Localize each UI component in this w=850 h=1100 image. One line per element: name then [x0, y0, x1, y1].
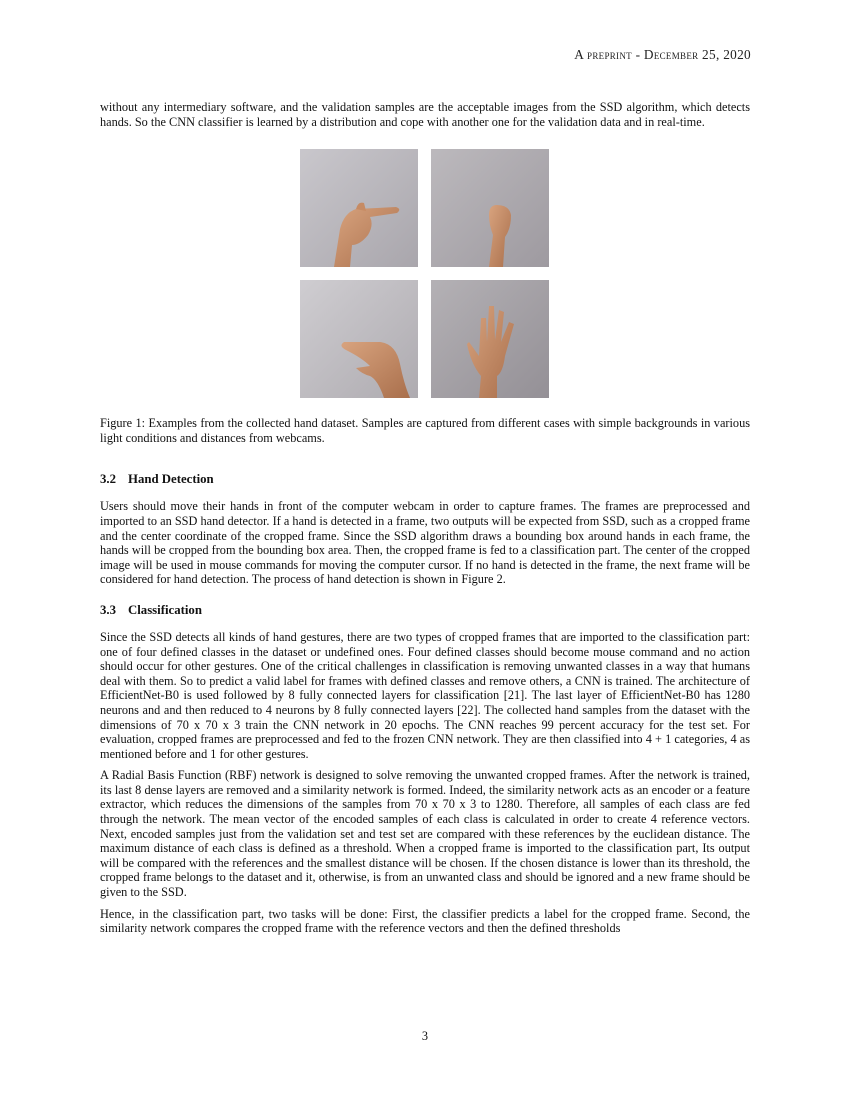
page-number: 3 — [421, 1029, 429, 1043]
section-3-2-title: Hand Detection — [128, 472, 214, 487]
section-3-3-paragraph-1: Since the SSD detects all kinds of hand gestures, there are two types of cropped frames that are imported to the classification part: one of four defined classes in the dataset or undefined ones. Four defined classes should become mouse command and no action should occur for other gestures. One of the critical challenges in classification is removing unwanted classes in a way that humans deal with them. So to predict a valid label for frames with defined classes and remove others, a CNN is trained. The architecture of EfficientNet-B0 is used followed by 8 fully connected layers for classification [21]. The last layer of EfficientNet-B0 has 1280 neurons and and then reduced to 4 neurons by 8 fully connected layers [22]. The collected hand samples from the dataset with the dimensions of 70 x 70 x 3 train the CNN network in 20 epochs. The CNN reaches 99 percent accuracy for the test set. For evaluation, cropped frames are preprocessed and fed to the frozen CNN network. They are then classified into 4 + 1 categories, 4 as mentioned before and 1 for other gestures. — [100, 629, 750, 761]
thumb-point-hand-photo — [300, 280, 418, 398]
fist-hand-photo — [431, 149, 549, 267]
figure-1 — [300, 149, 550, 398]
section-3-3-title: Classification — [128, 602, 202, 617]
section-3-3-paragraph-2: A Radial Basis Function (RBF) network is designed to solve removing the unwanted cropped frames. After the network is trained, its last 8 dense layers are removed and a similarity network is formed. Indeed, the similarity network acts as an encoder or a feature extractor, which reduces the dimensions of the samples from 70 x 70 x 3 to 1280. Therefore, all samples of each class are fed through the network. The mean vector of the encoded samples of each class is calculated in order to create 4 reference vectors. Next, encoded samples just from the validation set and test set are compared with these references by the euclidean distance. The maximum distance of each class is defined as a threshold. When a cropped frame is imported to the classification part, Its output will be compared with the references and the smallest distance will be chosen. If the chosen distance is lower than its threshold, the cropped frame belongs to the dataset and it, otherwise, is from an unwanted class and should be ignored and a new frame should be given to the SSD. — [100, 768, 750, 900]
pointing-hand-photo — [300, 149, 418, 267]
running-header-text: A preprint - December 25, 2020 — [574, 47, 751, 62]
section-3-3-heading — [100, 603, 750, 618]
section-3-3-paragraph-3: Hence, in the classification part, two tasks will be done: First, the classifier predicts a label for the cropped frame. Second, the similarity network compares the cropped frame with the reference vectors and then the defined thresholds — [100, 906, 750, 936]
section-3-3-number: 3.3 — [100, 602, 116, 617]
section-3-2-paragraph: Users should move their hands in front of the computer webcam in order to capture frames. The frames are preprocessed and imported to an SSD hand detector. If a hand is detected in a frame, two outputs will be expected from SSD, such as a cropped frame and the center coordinate of the cropped frame. Since the SSD algorithm draws a bounding box around hands in each frame, the hands will be cropped from the bounding box area. Then, the cropped frame is fed to a classification part. The center of the cropped image will be used in mouse commands for moving the computer cursor. If no hand is detected in the frame, the next frame will be considered for hand detection. The process of hand detection is shown in Figure 2. — [100, 499, 750, 587]
figure-1-caption: Figure 1: Examples from the collected hand dataset. Samples are captured from different cases with simple backgrounds in various light conditions and distances from webcams. — [100, 416, 750, 445]
section-3-2-number: 3.2 — [100, 472, 116, 487]
running-header — [574, 47, 751, 63]
intro-paragraph: without any intermediary software, and the validation samples are the acceptable images from the SSD algorithm, which detects hands. So the CNN classifier is learned by a distribution and cope with another one for the validation data and in real-time. — [100, 100, 750, 129]
section-3-2-heading — [100, 472, 750, 487]
page-content — [100, 100, 750, 936]
open-palm-hand-photo — [431, 280, 549, 398]
